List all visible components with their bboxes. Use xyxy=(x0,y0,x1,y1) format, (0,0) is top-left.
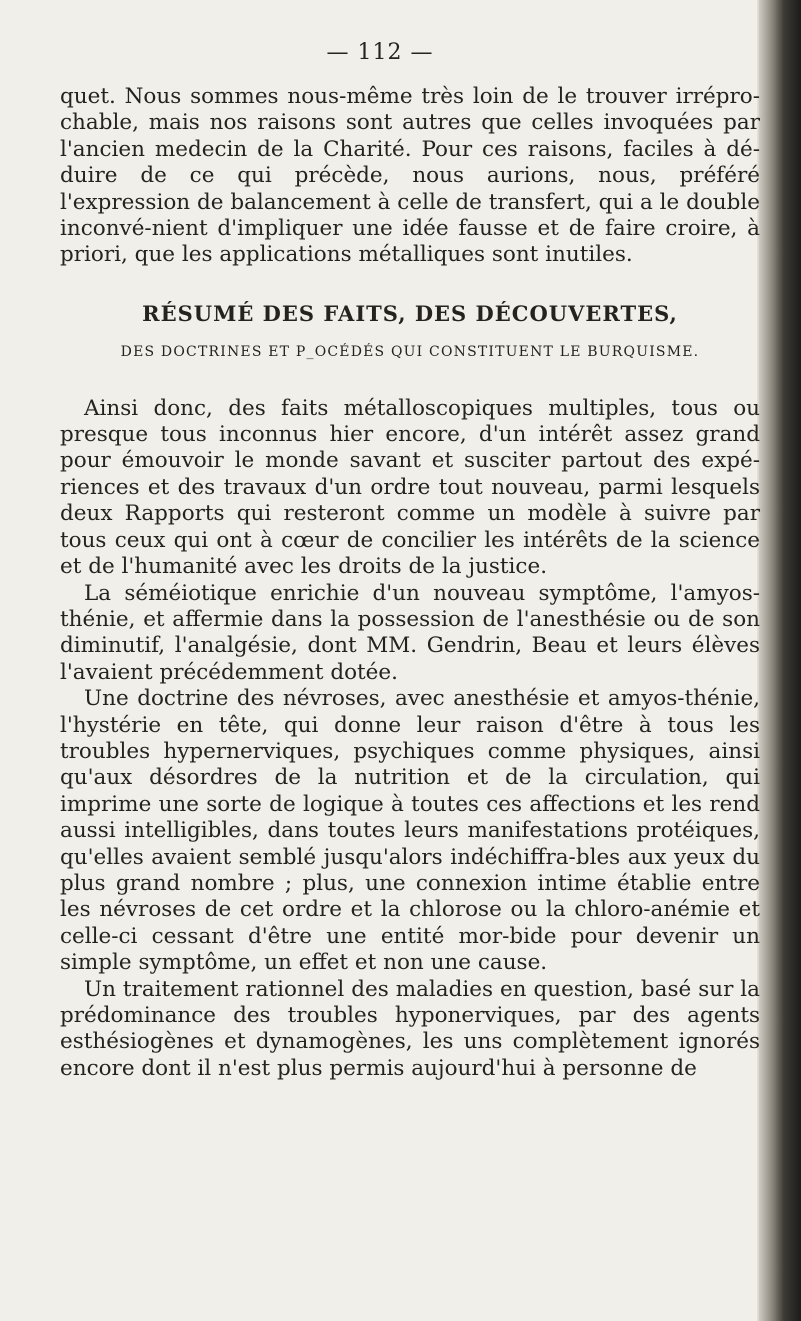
book-spine xyxy=(759,0,801,1321)
section-heading: RÉSUMÉ DES FAITS, DES DÉCOUVERTES, xyxy=(142,300,678,326)
paragraph-1: Ainsi donc, des faits métalloscopiques multiples, tous ou presque tous inconnus hier encore, d'un intérêt assez grand pour émouvoir le monde savant et susciter partout des expé-riences et des travaux d'un ordre tout nouveau, parmi lesquels deux Rapports qui resteront comme un modèle à suivre par tous ceux qui ont à cœur de concilier les intérêts de la science et de l'humanité avec les droits de la justice. xyxy=(60,395,760,580)
paragraph-2: La séméiotique enrichie d'un nouveau symptôme, l'amyos-thénie, et affermie dans la possession de l'anesthésie ou de son diminutif, l'analgésie, dont MM. Gendrin, Beau et leurs élèves l'avaient précédemment dotée. xyxy=(60,580,760,685)
body-text xyxy=(60,84,760,1082)
paragraph-4: Un traitement rationnel des maladies en question, basé sur la prédominance des troubles hyponerviques, par des agents esthésiogènes et dynamogènes, les uns complètement ignorés encore dont il n'est plus permis aujourd'hui à personne de xyxy=(60,976,760,1081)
page-number: — 112 — xyxy=(326,40,434,65)
paragraph-3: Une doctrine des névroses, avec anesthésie et amyos-thénie, l'hystérie en tête, qui donne leur raison d'être à tous les troubles hypernerviques, psychiques comme physiques, ainsi qu'aux désordres de la nutrition et de la circulation, qui imprime une sorte de logique à toutes ces affections et les rend aussi intelligibles, dans toutes leurs manifestations protéiques, qu'elles avaient semblé jusqu'alors indéchiffra-bles aux yeux du plus grand nombre ; plus, une connexion intime établie entre les névroses de cet ordre et la chlorose ou la chloro-anémie et celle-ci cessant d'être une entité mor-bide pour devenir un simple symptôme, un effet et non une cause. xyxy=(60,686,760,976)
paragraph-0: quet. Nous sommes nous-même très loin de le trouver irrépro-chable, mais nos raisons sont autres que celles invoquées par l'ancien medecin de la Charité. Pour ces raisons, faciles à dé-duire de ce qui précède, nous aurions, nous, préféré l'expression de balancement à celle de transfert, qui a le double inconvé-nient d'impliquer une idée fausse et de faire croire, à priori, que les applications métalliques sont inutiles. xyxy=(60,84,760,268)
section-subheading: DES DOCTRINES ET P_OCÉDÉS QUI CONSTITUENT LE BURQUISME. xyxy=(120,344,700,361)
